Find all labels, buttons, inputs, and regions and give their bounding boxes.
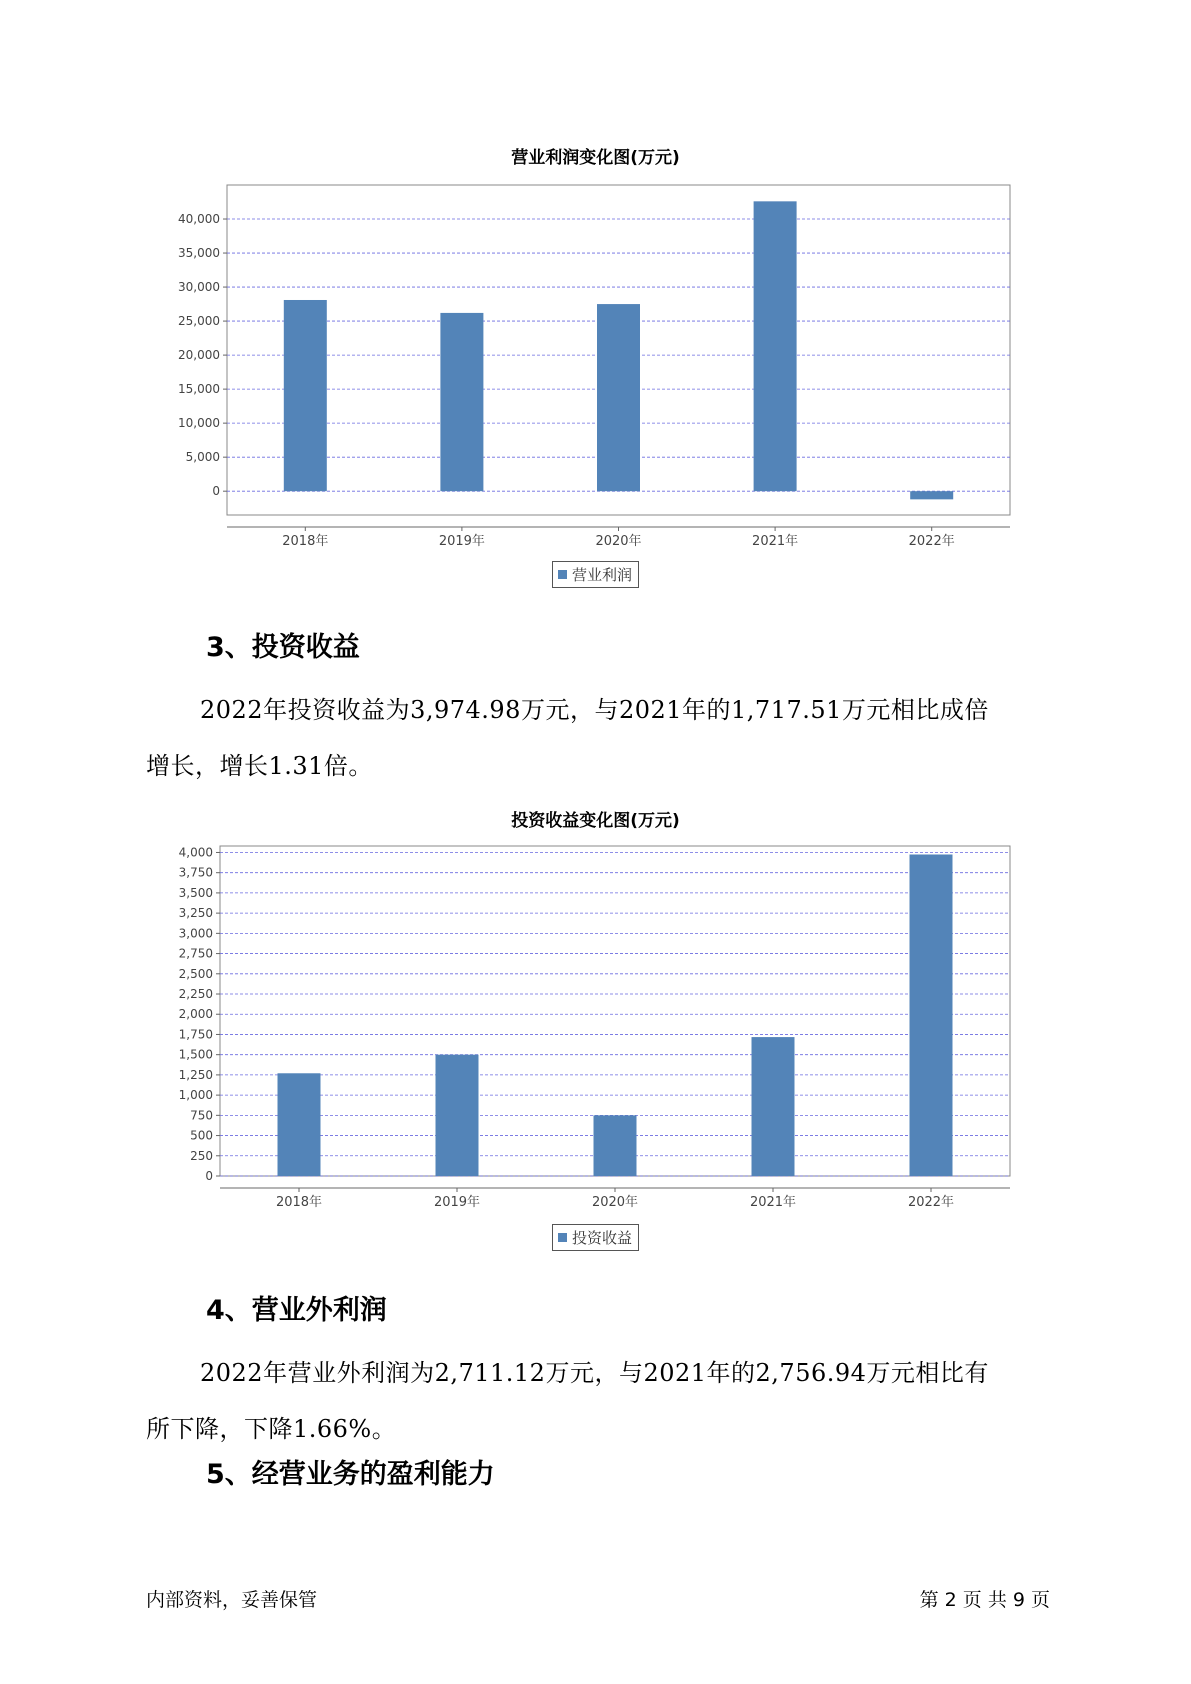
y-tick-label: 30,000 <box>178 280 220 295</box>
bar <box>594 1115 637 1176</box>
section-heading-investment-income: 3、投资收益 <box>206 632 360 663</box>
x-tick-label: 2022年 <box>908 534 955 549</box>
y-tick-label: 35,000 <box>178 246 220 261</box>
chart-title-operating-profit: 营业利润变化图(万元) <box>511 148 680 168</box>
x-tick-label: 2018年 <box>275 1195 323 1210</box>
y-tick-label: 750 <box>190 1108 213 1123</box>
y-tick-label: 3,000 <box>178 926 213 941</box>
x-tick-label: 2020年 <box>595 534 642 549</box>
legend-swatch <box>558 1233 567 1242</box>
x-tick-label: 2019年 <box>438 534 485 549</box>
y-tick-label: 0 <box>205 1169 213 1183</box>
y-tick-label: 3,500 <box>178 885 213 900</box>
y-tick-label: 25,000 <box>178 314 220 329</box>
bar <box>278 1073 321 1176</box>
y-tick-label: 20,000 <box>178 348 220 363</box>
y-tick-label: 4,000 <box>178 845 213 860</box>
section-heading-profitability: 5、经营业务的盈利能力 <box>206 1459 495 1490</box>
y-tick-label: 15,000 <box>178 382 220 397</box>
paragraph-line: 2022年营业外利润为2,711.12万元，与2021年的2,756.94万元相比有 <box>200 1359 989 1387</box>
y-tick-label: 0 <box>212 484 220 499</box>
legend-label: 营业利润 <box>572 566 633 584</box>
y-tick-label: 5,000 <box>185 450 220 465</box>
paragraph-line: 增长，增长1.31倍。 <box>146 752 373 780</box>
bar <box>436 1055 479 1176</box>
bar <box>910 854 953 1176</box>
y-tick-label: 500 <box>190 1128 213 1143</box>
x-tick-label: 2022年 <box>907 1195 955 1210</box>
x-tick-label: 2021年 <box>749 1195 797 1210</box>
y-tick-label: 1,250 <box>178 1067 213 1082</box>
x-tick-label: 2020年 <box>591 1195 639 1210</box>
footer-page-number: 第 2 页 共 9 页 <box>919 1589 1050 1611</box>
paragraph-line: 2022年投资收益为3,974.98万元，与2021年的1,717.51万元相比成倍 <box>200 696 989 724</box>
paragraph-line: 所下降，下降1.66%。 <box>146 1415 397 1443</box>
section-heading-non-operating-profit: 4、营业外利润 <box>206 1295 387 1326</box>
x-tick-label: 2019年 <box>433 1195 481 1210</box>
y-tick-label: 40,000 <box>178 212 220 227</box>
y-tick-label: 10,000 <box>178 416 220 431</box>
y-tick-label: 2,500 <box>178 966 213 981</box>
y-tick-label: 3,250 <box>178 906 213 921</box>
y-tick-label: 250 <box>190 1148 213 1163</box>
x-tick-label: 2018年 <box>282 534 329 549</box>
legend-label: 投资收益 <box>572 1229 633 1247</box>
y-tick-label: 2,000 <box>178 1007 213 1022</box>
y-tick-label: 1,750 <box>178 1027 213 1042</box>
y-tick-label: 1,500 <box>178 1047 213 1062</box>
x-tick-label: 2021年 <box>752 534 799 549</box>
chart-title-investment-income: 投资收益变化图(万元) <box>511 811 680 831</box>
footer-confidential: 内部资料，妥善保管 <box>146 1589 318 1611</box>
y-tick-label: 3,750 <box>178 865 213 880</box>
y-tick-label: 2,750 <box>178 946 213 961</box>
y-tick-label: 2,250 <box>178 987 213 1002</box>
bar <box>752 1037 795 1176</box>
y-tick-label: 1,000 <box>178 1088 213 1103</box>
paragraph-non-operating-profit <box>146 1345 1046 1457</box>
legend-investment-income <box>552 1224 639 1251</box>
